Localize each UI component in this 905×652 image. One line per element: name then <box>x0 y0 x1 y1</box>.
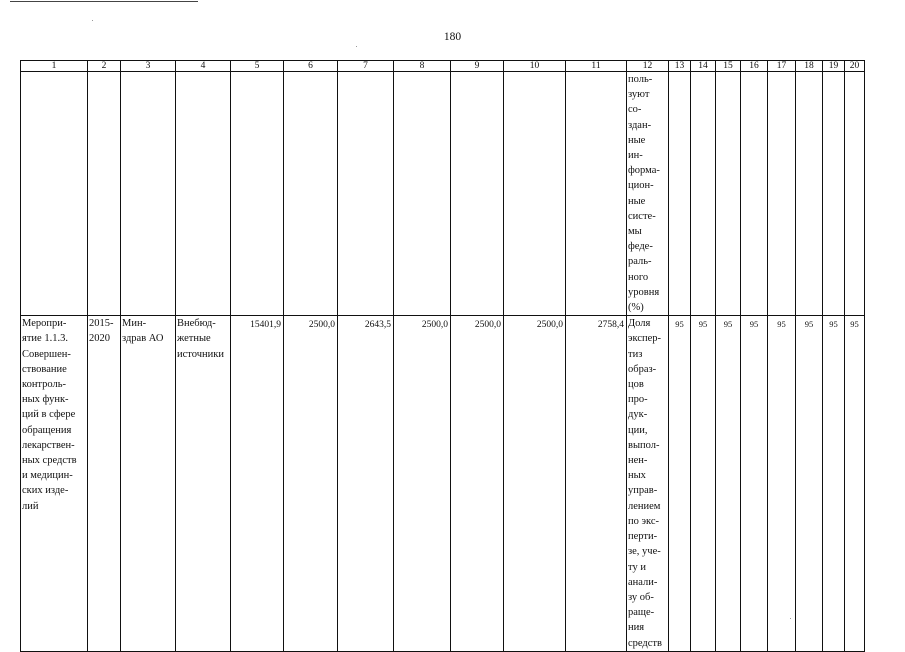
column-number: 4 <box>176 61 231 72</box>
column-number: 13 <box>669 61 691 72</box>
column-number: 8 <box>394 61 451 72</box>
column-number: 14 <box>691 61 716 72</box>
empty-cell <box>691 72 716 316</box>
target-value: 95 <box>675 319 684 330</box>
column-number: 5 <box>231 61 284 72</box>
empty-cell <box>768 72 796 316</box>
amount-year: 2500,0 <box>308 320 335 331</box>
target-cell <box>669 316 691 651</box>
amount-cell <box>231 316 284 651</box>
column-number: 19 <box>823 61 845 72</box>
scan-speck <box>356 46 357 47</box>
amount-total: 15401,9 <box>250 320 281 331</box>
target-cell <box>741 316 768 651</box>
funding-source: Внебюд- жетные источники <box>177 318 224 360</box>
column-number: 7 <box>338 61 394 72</box>
program-table <box>20 60 865 652</box>
empty-cell <box>823 72 845 316</box>
scan-speck <box>92 20 93 21</box>
amount-cell <box>394 316 451 651</box>
executor: Мин- здрав АО <box>122 318 164 345</box>
measure-name-cell <box>21 316 88 651</box>
amount-cell <box>504 316 566 651</box>
empty-cell <box>796 72 823 316</box>
amount-cell <box>566 316 627 651</box>
target-cell <box>823 316 845 651</box>
column-number: 15 <box>716 61 741 72</box>
amount-year: 2500,0 <box>474 320 501 331</box>
target-value: 95 <box>804 319 814 330</box>
indicator-text: Доля экспер- тиз образ- цов про- дук- ции, выпол- нен- ных управ- лением по экс- перти- зе, уче- ту и анали- зу об- раще- ния средств <box>628 318 662 649</box>
empty-cell <box>338 72 394 316</box>
target-cell <box>796 316 823 651</box>
column-number: 18 <box>796 61 823 72</box>
empty-cell <box>88 72 121 316</box>
empty-cell <box>121 72 176 316</box>
column-number: 11 <box>566 61 627 72</box>
column-number: 17 <box>768 61 796 72</box>
column-number: 6 <box>284 61 338 72</box>
empty-cell <box>176 72 231 316</box>
period-cell <box>88 316 121 651</box>
empty-cell <box>284 72 338 316</box>
column-number: 10 <box>504 61 566 72</box>
amount-year: 2758,4 <box>597 320 624 331</box>
amount-cell <box>451 316 504 651</box>
target-value: 95 <box>777 319 786 330</box>
column-number-row <box>21 61 865 72</box>
measure-name: Меропри- ятие 1.1.3. Совершен- ствование контроль- ных функ- ций в сфере обращения лекарствен- ных средств и медицин- ских изде- лий <box>22 318 77 512</box>
empty-cell <box>504 72 566 316</box>
scan-artifact-line <box>10 1 198 2</box>
target-value: 95 <box>829 319 838 330</box>
amount-year: 2643,5 <box>364 320 391 331</box>
empty-cell <box>394 72 451 316</box>
indicator-cell <box>627 316 669 651</box>
target-cell <box>845 316 865 651</box>
amount-year: 2500,0 <box>536 320 563 331</box>
target-cell <box>768 316 796 651</box>
amount-cell <box>338 316 394 651</box>
empty-cell <box>21 72 88 316</box>
column-number: 2 <box>88 61 121 72</box>
table-row <box>21 316 865 651</box>
empty-cell <box>231 72 284 316</box>
target-cell <box>691 316 716 651</box>
executor-cell <box>121 316 176 651</box>
empty-cell <box>741 72 768 316</box>
indicator-text: поль- зуют со- здан- ные ин- форма- цион- ные систе- мы феде- раль- ного уровня (%) <box>628 74 660 314</box>
target-value: 95 <box>749 319 759 330</box>
column-number: 1 <box>21 61 88 72</box>
period: 2015- 2020 <box>89 318 114 345</box>
column-number: 3 <box>121 61 176 72</box>
column-number: 9 <box>451 61 504 72</box>
page-number: 180 <box>443 31 462 43</box>
target-value: 95 <box>850 319 859 330</box>
empty-cell <box>716 72 741 316</box>
target-value: 95 <box>698 319 708 330</box>
table-row <box>21 72 865 316</box>
empty-cell <box>669 72 691 316</box>
amount-year: 2500,0 <box>421 320 448 331</box>
empty-cell <box>566 72 627 316</box>
target-value: 95 <box>723 319 733 330</box>
column-number: 16 <box>741 61 768 72</box>
amount-cell <box>284 316 338 651</box>
empty-cell <box>451 72 504 316</box>
target-cell <box>716 316 741 651</box>
source-cell <box>176 316 231 651</box>
column-number: 20 <box>845 61 865 72</box>
indicator-cell <box>627 72 669 316</box>
column-number: 12 <box>627 61 669 72</box>
empty-cell <box>845 72 865 316</box>
